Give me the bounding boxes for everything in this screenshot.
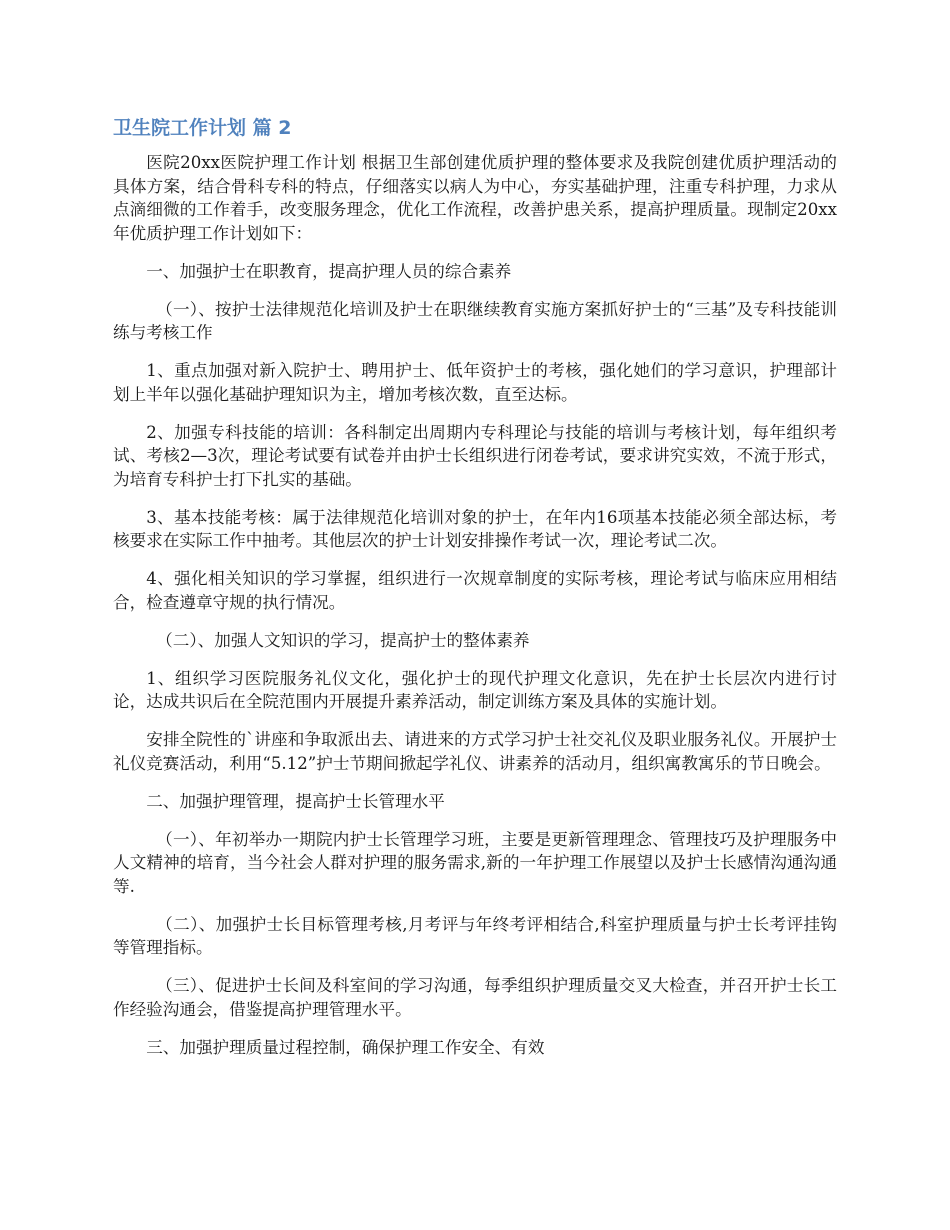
section-heading-1: 一、加强护士在职教育，提高护理人员的综合素养 <box>146 261 512 281</box>
list-item-1-1-2: 2、加强专科技能的培训：各科制定出周期内专科理论与技能的培训与考核计划，每年组织考试、考核2—3次，理论考试要有试卷并由护士长组织进行闭卷考试，要求讲究实效，不流于形式，为培育专科护士打下扎实的基础。 <box>113 422 837 489</box>
subsection-heading-2-3: （三）、促进护士长间及科室间的学习沟通，每季组织护理质量交叉大检查，并召开护士长工作经验沟通会，借鉴提高护理管理水平。 <box>113 976 837 1019</box>
subsection-heading-2-2: （二）、加强护士长目标管理考核,月考评与年终考评相结合,科室护理质量与护士长考评挂钩等管理指标。 <box>113 914 837 957</box>
section-heading-2: 二、加强护理管理，提高护士长管理水平 <box>146 791 445 811</box>
document-title: 卫生院工作计划 篇 2 <box>113 117 292 139</box>
body-paragraph: 安排全院性的`讲座和争取派出去、请进来的方式学习护士社交礼仪及职业服务礼仪。开展护士礼仪竞赛活动，利用“5.12”护士节期间掀起学礼仪、讲素养的活动月，组织寓教寓乐的节日晚会。 <box>113 730 837 773</box>
list-item-1-1-1: 1、重点加强对新入院护士、聘用护士、低年资护士的考核，强化她们的学习意识，护理部计划上半年以强化基础护理知识为主，增加考核次数，直至达标。 <box>113 361 837 404</box>
intro-paragraph: 医院20xx医院护理工作计划 根据卫生部创建优质护理的整体要求及我院创建优质护理活动的具体方案，结合骨科专科的特点，仔细落实以病人为中心，夯实基础护理，注重专科护理，力求从点滴细微的工作着手，改变服务理念，优化工作流程，改善护患关系，提高护理质量。现制定20xx年优质护理工作计划如下： <box>113 153 837 243</box>
document-body <box>113 151 837 1074</box>
subsection-heading-2-1: （一）、年初举办一期院内护士长管理学习班，主要是更新管理理念、管理技巧及护理服务中人文精神的培育，当今社会人群对护理的服务需求,新的一年护理工作展望以及护士长感情沟通沟通等. <box>113 829 837 896</box>
subsection-heading-1-2: （二）、加强人文知识的学习，提高护士的整体素养 <box>156 630 530 650</box>
list-item-1-1-4: 4、强化相关知识的学习掌握，组织进行一次规章制度的实际考核，理论考试与临床应用相结合，检查遵章守规的执行情况。 <box>113 569 837 612</box>
list-item-1-1-3: 3、基本技能考核：属于法律规范化培训对象的护士，在年内16项基本技能必须全部达标，考核要求在实际工作中抽考。其他层次的护士计划安排操作考试一次，理论考试二次。 <box>113 507 837 550</box>
subsection-heading-1-1: （一）、按护士法律规范化培训及护士在职继续教育实施方案抓好护士的“三基”及专科技能训练与考核工作 <box>113 299 837 342</box>
list-item-1-2-1: 1、组织学习医院服务礼仪文化，强化护士的现代护理文化意识，先在护士长层次内进行讨论，达成共识后在全院范围内开展提升素养活动，制定训练方案及具体的实施计划。 <box>113 668 837 711</box>
section-heading-3: 三、加强护理质量过程控制，确保护理工作安全、有效 <box>146 1037 545 1057</box>
